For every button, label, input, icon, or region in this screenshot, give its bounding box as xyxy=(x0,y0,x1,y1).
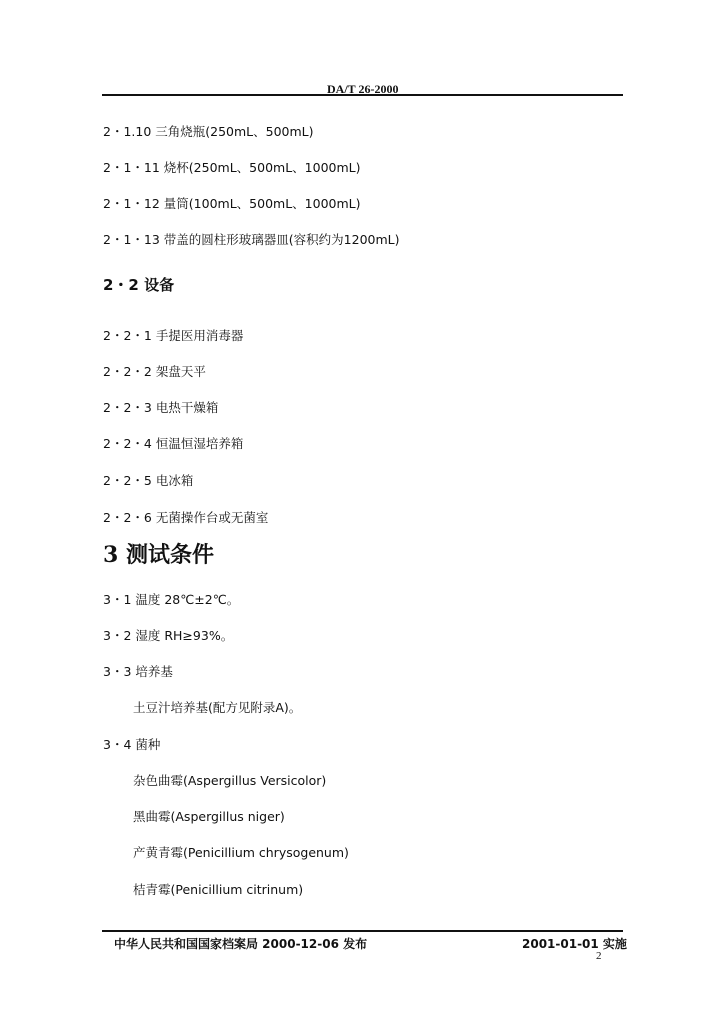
list-item: 3・3 培养基 xyxy=(103,664,173,679)
list-item: 2・1・12 量筒(100mL、500mL、1000mL) xyxy=(103,196,361,211)
footer-rule xyxy=(102,930,623,932)
list-item: 3・1 温度 28℃±2℃。 xyxy=(103,592,240,607)
list-item: 2・2・4 恒温恒湿培养箱 xyxy=(103,436,244,451)
list-item: 2・2・5 电冰箱 xyxy=(103,473,194,488)
list-item: 2・2・6 无菌操作台或无菌室 xyxy=(103,510,269,525)
effective-date: 2001-01-01 实施 xyxy=(522,937,627,951)
list-item: 3・4 菌种 xyxy=(103,737,161,752)
list-item: 黑曲霉(Aspergillus niger) xyxy=(133,809,285,824)
list-item: 土豆汁培养基(配方见附录A)。 xyxy=(133,700,302,715)
list-item: 3・2 湿度 RH≥93%。 xyxy=(103,628,234,643)
section-heading-test-conditions: 3 测试条件 xyxy=(103,542,214,568)
list-item: 产黄青霉(Penicillium chrysogenum) xyxy=(133,845,349,860)
list-item: 杂色曲霉(Aspergillus Versicolor) xyxy=(133,773,327,788)
header-rule xyxy=(102,94,623,96)
list-item: 2・1・13 带盖的圆柱形玻璃器皿(容积约为1200mL) xyxy=(103,232,400,247)
list-item: 2・1・11 烧杯(250mL、500mL、1000mL) xyxy=(103,160,361,175)
section-heading-equipment: 2・2 设备 xyxy=(103,276,175,294)
list-item: 2・2・1 手提医用消毒器 xyxy=(103,328,244,343)
list-item: 桔青霉(Penicillium citrinum) xyxy=(133,882,304,897)
page-number: 2 xyxy=(596,950,602,962)
list-item: 2・1.10 三角烧瓶(250mL、500mL) xyxy=(103,124,314,139)
document-code: DA/T 26-2000 xyxy=(327,82,399,96)
list-item: 2・2・3 电热干燥箱 xyxy=(103,400,219,415)
list-item: 2・2・2 架盘天平 xyxy=(103,364,206,379)
issuer-date: 中华人民共和国国家档案局 2000-12-06 发布 xyxy=(114,937,368,951)
